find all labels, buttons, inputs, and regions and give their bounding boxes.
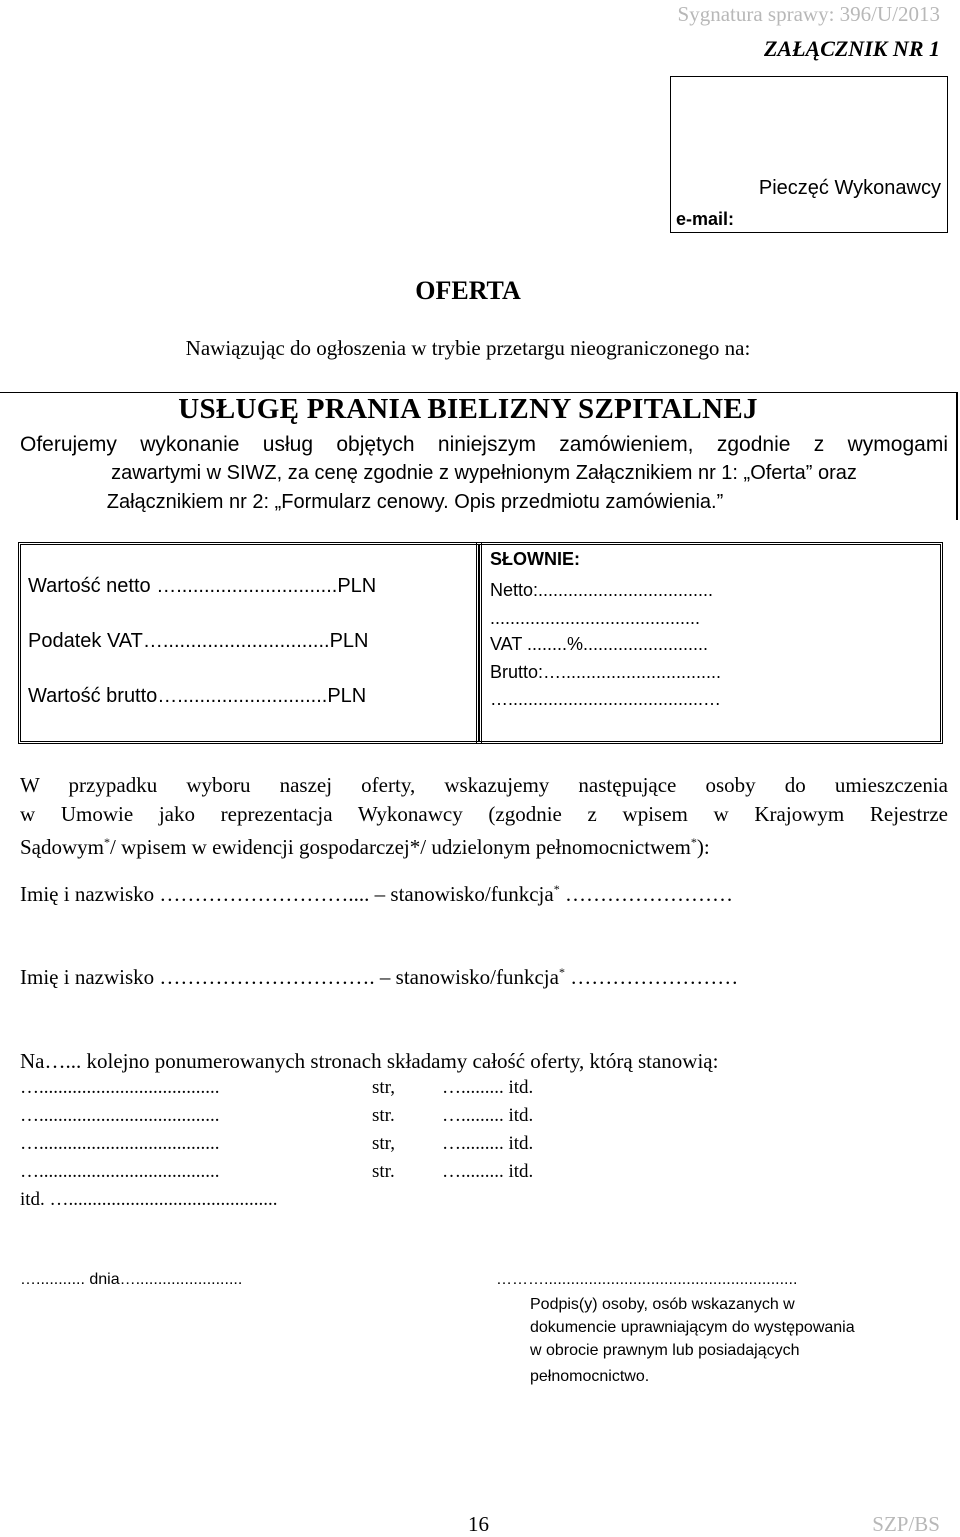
pages-row — [20, 1133, 620, 1159]
pages-row-unit: str, — [372, 1133, 395, 1154]
pages-row-to: …......... itd. — [442, 1105, 534, 1126]
representation-line1: W przypadku wyboru naszej oferty, wskazujemy następujące osoby do umieszczenia — [20, 773, 948, 797]
representation-line2: w Umowie jako reprezentacja Wykonawcy (zgodnie z wpisem w Krajowym Rejestrze — [20, 802, 948, 826]
representation-line3-b: / wpisem w ewidencji gospodarczej*/ udzielonym pełnomocnictwem — [110, 835, 691, 859]
offer-description-line3: Załącznikiem nr 2: „Formularz cenowy. Opis przedmiotu zamówienia.” — [106, 491, 724, 513]
footer-code: SZP/BS — [872, 1512, 940, 1536]
in-words-net-cont: .......................................... — [490, 608, 701, 628]
footnote-star: * — [558, 965, 565, 979]
pages-last-row: itd. …............................................ — [20, 1189, 278, 1210]
pages-row-to: …......... itd. — [442, 1077, 534, 1098]
page-number: 16 — [468, 1512, 489, 1536]
representation-line3-c: ): — [696, 835, 710, 859]
pages-intro: Na…... kolejno ponumerowanych stronach składamy całość oferty, którą stanowią: — [20, 1049, 719, 1073]
attachment-title: ZAŁĄCZNIK NR 1 — [763, 36, 940, 61]
pages-row — [20, 1077, 620, 1103]
gross-value: Wartość brutto…...........................PLN — [28, 685, 367, 707]
pages-row-from: …...................................... — [20, 1105, 220, 1126]
pages-row-from: …...................................... — [20, 1161, 220, 1182]
in-words-net: Netto:................................... — [490, 580, 714, 600]
pages-row-unit: str. — [372, 1161, 395, 1182]
person1-name: Imię i nazwisko ……………………….... – — [20, 882, 386, 906]
service-title: USŁUGĘ PRANIA BIELIZNY SZPITALNEJ — [178, 393, 758, 425]
footnote-star: * — [104, 835, 110, 849]
pages-row-to: …......... itd. — [442, 1133, 534, 1154]
case-signature: Sygnatura sprawy: 396/U/2013 — [677, 2, 940, 26]
offer-intro: Nawiązując do ogłoszenia w trybie przetargu nieograniczonego na: — [185, 336, 751, 360]
pages-row-unit: str. — [372, 1105, 395, 1126]
vat-tax: Podatek VAT…..............................PLN — [28, 630, 369, 652]
person2-role-fill: …………………… — [570, 965, 739, 989]
signature-caption — [530, 1293, 855, 1388]
signature-caption-line4: pełnomocnictwo. — [530, 1368, 650, 1385]
email-label: e-mail: — [676, 209, 735, 229]
in-words-vat: VAT ........%......................... — [490, 634, 709, 654]
person1-role-fill: …………………… — [564, 882, 733, 906]
footnote-star: * — [690, 835, 697, 849]
stamp-label: Pieczęć Wykonawcy — [758, 177, 941, 199]
net-value: Wartość netto ….............................PLN — [28, 575, 377, 597]
pages-row-from: …...................................... — [20, 1133, 220, 1154]
person2-role-label: stanowisko/funkcja — [395, 965, 559, 989]
representation-line3-a: Sądowym — [20, 835, 104, 859]
pages-row-to: …......... itd. — [442, 1161, 534, 1182]
offer-title: OFERTA — [415, 276, 521, 305]
footnote-star: * — [553, 882, 560, 896]
pages-row-unit: str, — [372, 1077, 395, 1098]
pages-row-from: …...................................... — [20, 1077, 220, 1098]
signature-caption-line3: w obrocie prawnym lub posiadających — [530, 1342, 800, 1359]
signature-dots: ………......................................................... — [496, 1271, 798, 1288]
person1-role-label: stanowisko/funkcja — [390, 882, 554, 906]
offer-description-line1: Oferujemy wykonanie usług objętych niniejszym zamówieniem, zgodnie z wymogami — [20, 433, 948, 456]
service-box-edge — [956, 392, 958, 520]
pages-row — [20, 1161, 620, 1187]
person2-name-field[interactable] — [20, 965, 738, 990]
representation-line3 — [20, 828, 710, 862]
signature-caption-line2: dokumencie uprawniającym do występowania — [530, 1319, 855, 1336]
place-date: …........... dnia…........................ — [20, 1271, 243, 1288]
person2-name: Imię i nazwisko …………………………. – — [20, 965, 391, 989]
in-words-gross: Brutto:…................................ — [490, 662, 722, 682]
pages-row — [20, 1105, 620, 1131]
contractor-stamp-box — [670, 76, 948, 233]
in-words-gross-cont: ….......................................… — [490, 689, 722, 709]
offer-description-line2: zawartymi w SIWZ, za cenę zgodnie z wypełnionym Załącznikiem nr 1: „Oferta” oraz — [111, 462, 857, 484]
signature-caption-line1: Podpis(y) osoby, osób wskazanych w — [530, 1296, 795, 1313]
in-words-header: SŁOWNIE: — [490, 549, 580, 569]
person1-name-field[interactable] — [20, 882, 733, 907]
